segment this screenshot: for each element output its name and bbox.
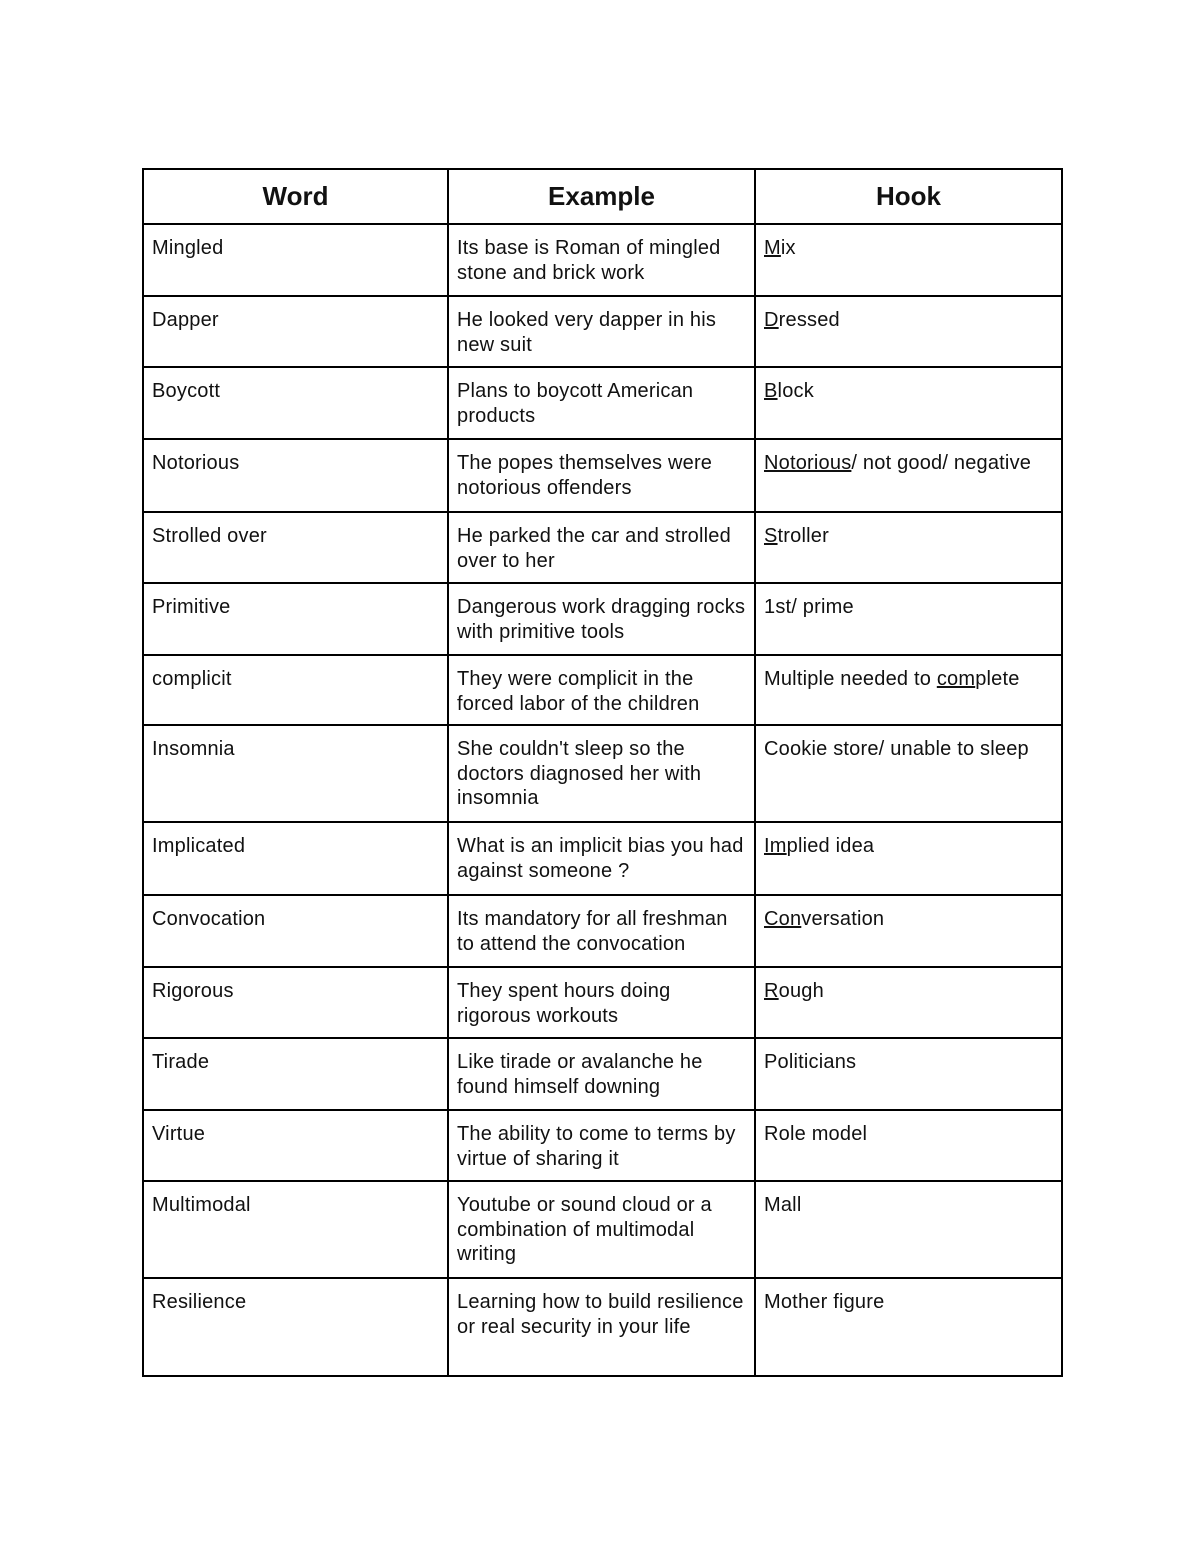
example-cell: They spent hours doing rigorous workouts — [448, 967, 755, 1038]
hook-text: Role model — [764, 1123, 868, 1145]
example-cell: She couldn't sleep so the doctors diagnosed her with insomnia — [448, 725, 755, 822]
hook-cell — [755, 967, 1062, 1038]
hook-cell — [755, 367, 1062, 439]
hook-underlined-text: S — [764, 525, 778, 547]
hook-underlined-text: com — [936, 668, 976, 690]
example-cell: Learning how to build resilience or real security in your life — [448, 1278, 755, 1376]
example-cell: Youtube or sound cloud or a combination of multimodal writing — [448, 1181, 755, 1278]
table-body — [143, 224, 1062, 1376]
word-cell: Notorious — [143, 439, 448, 512]
example-cell: Like tirade or avalanche he found himself downing — [448, 1038, 755, 1110]
hook-underlined-text: M — [764, 237, 781, 259]
word-cell: Dapper — [143, 296, 448, 367]
table-row — [143, 512, 1062, 583]
hook-cell — [755, 1038, 1062, 1110]
hook-cell — [755, 224, 1062, 296]
hook-underlined-text: Im — [764, 835, 787, 857]
header-example: Example — [448, 169, 755, 224]
hook-text: Politicians — [764, 1051, 857, 1073]
hook-cell — [755, 439, 1062, 512]
table-row — [143, 822, 1062, 895]
table-row — [143, 296, 1062, 367]
hook-cell — [755, 895, 1062, 967]
vocabulary-table — [142, 168, 1063, 1377]
hook-text: plied idea — [786, 835, 875, 857]
hook-cell — [755, 1278, 1062, 1376]
example-cell: What is an implicit bias you had against someone ? — [448, 822, 755, 895]
word-cell: Multimodal — [143, 1181, 448, 1278]
table-row — [143, 439, 1062, 512]
table-row — [143, 895, 1062, 967]
hook-text: troller — [777, 525, 829, 547]
word-cell: Boycott — [143, 367, 448, 439]
word-cell: Tirade — [143, 1038, 448, 1110]
example-cell: Its base is Roman of mingled stone and brick work — [448, 224, 755, 296]
hook-text: Mall — [764, 1194, 802, 1216]
hook-cell — [755, 512, 1062, 583]
hook-underlined-text: D — [764, 309, 779, 331]
table-row — [143, 1181, 1062, 1278]
example-cell: Its mandatory for all freshman to attend the convocation — [448, 895, 755, 967]
hook-cell — [755, 1181, 1062, 1278]
hook-text: plete — [975, 668, 1020, 690]
example-cell: The ability to come to terms by virtue of sharing it — [448, 1110, 755, 1181]
hook-text: ressed — [778, 309, 840, 331]
word-cell: complicit — [143, 655, 448, 725]
word-cell: Mingled — [143, 224, 448, 296]
example-cell: He parked the car and strolled over to her — [448, 512, 755, 583]
hook-text: Cookie store/ unable to sleep — [764, 738, 1029, 760]
word-cell: Convocation — [143, 895, 448, 967]
word-cell: Implicated — [143, 822, 448, 895]
hook-cell — [755, 296, 1062, 367]
hook-underlined-text: R — [764, 980, 779, 1002]
hook-cell — [755, 725, 1062, 822]
example-cell: They were complicit in the forced labor of the children — [448, 655, 755, 725]
word-cell: Rigorous — [143, 967, 448, 1038]
word-cell: Strolled over — [143, 512, 448, 583]
hook-underlined-text: Notorious — [764, 452, 852, 474]
example-cell: Dangerous work dragging rocks with primitive tools — [448, 583, 755, 655]
table-row — [143, 1038, 1062, 1110]
table-row — [143, 224, 1062, 296]
table-row — [143, 367, 1062, 439]
table-row — [143, 1278, 1062, 1376]
header-row — [143, 169, 1062, 224]
header-hook: Hook — [755, 169, 1062, 224]
hook-underlined-text: Con — [764, 908, 802, 930]
word-cell: Resilience — [143, 1278, 448, 1376]
example-cell: He looked very dapper in his new suit — [448, 296, 755, 367]
word-cell: Virtue — [143, 1110, 448, 1181]
hook-text: Mother figure — [764, 1291, 885, 1313]
hook-cell — [755, 1110, 1062, 1181]
hook-text: ough — [778, 980, 824, 1002]
table-row — [143, 1110, 1062, 1181]
table-row — [143, 655, 1062, 725]
hook-text: lock — [777, 380, 814, 402]
hook-text: versation — [801, 908, 885, 930]
table-row — [143, 725, 1062, 822]
word-cell: Primitive — [143, 583, 448, 655]
example-cell: The popes themselves were notorious offenders — [448, 439, 755, 512]
hook-text: / not good/ negative — [851, 452, 1032, 474]
hook-prefix-text: Multiple needed to — [764, 668, 937, 690]
hook-cell — [755, 822, 1062, 895]
word-cell: Insomnia — [143, 725, 448, 822]
hook-text: ix — [780, 237, 796, 259]
table-row — [143, 967, 1062, 1038]
hook-text: 1st/ prime — [764, 596, 854, 618]
hook-cell — [755, 655, 1062, 725]
example-cell: Plans to boycott American products — [448, 367, 755, 439]
table-row — [143, 583, 1062, 655]
hook-cell — [755, 583, 1062, 655]
hook-underlined-text: B — [764, 380, 778, 402]
header-word: Word — [143, 169, 448, 224]
